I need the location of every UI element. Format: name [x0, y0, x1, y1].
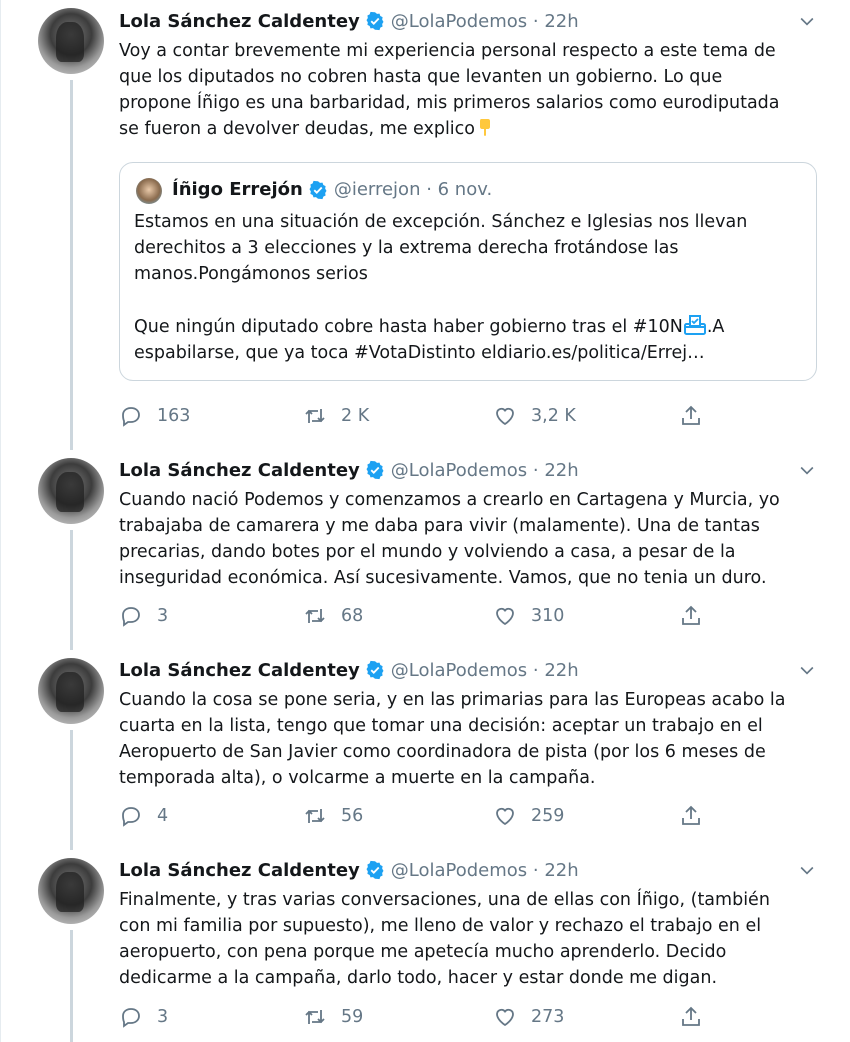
- share-icon: [679, 604, 703, 628]
- retweet-count: 2 K: [341, 406, 370, 426]
- chevron-down-icon[interactable]: [797, 860, 817, 880]
- thread-line: [70, 930, 73, 1042]
- reply-icon: [119, 404, 143, 428]
- verified-badge-icon: [308, 180, 328, 200]
- avatar[interactable]: [38, 858, 104, 924]
- reply-button[interactable]: [119, 804, 168, 828]
- like-button[interactable]: [493, 1005, 564, 1029]
- tweet-header: [119, 858, 579, 882]
- retweet-icon: [303, 604, 327, 628]
- retweet-button[interactable]: [303, 1005, 363, 1029]
- heart-icon: [493, 804, 517, 828]
- author-handle-time[interactable]: @LolaPodemos · 22h: [390, 659, 579, 681]
- tweet[interactable]: [1, 0, 850, 450]
- quoted-link[interactable]: eldiario.es/politica/Errej…: [481, 343, 705, 363]
- avatar[interactable]: [38, 458, 104, 524]
- quoted-text-spacer: [134, 287, 804, 313]
- reply-count: 3: [157, 606, 169, 626]
- quoted-author-handle-time[interactable]: @ierrejon · 6 nov.: [333, 179, 493, 200]
- share-icon: [679, 404, 703, 428]
- reply-button[interactable]: [119, 1005, 168, 1029]
- reply-icon: [119, 604, 143, 628]
- like-count: 3,2 K: [531, 406, 576, 426]
- quoted-tweet-header: [172, 179, 492, 200]
- verified-badge-icon: [365, 660, 385, 680]
- quoted-author-name[interactable]: Íñigo Errejón: [172, 179, 303, 200]
- tweet-text-line: que los diputados no cobren hasta que levanten un gobierno. Lo que: [119, 67, 723, 87]
- share-button[interactable]: [679, 604, 717, 628]
- tweet-actions: [119, 604, 819, 628]
- chevron-down-icon[interactable]: [797, 11, 817, 31]
- author-handle-time[interactable]: @LolaPodemos · 22h: [390, 859, 579, 881]
- tweet-text: [119, 887, 819, 991]
- author-name[interactable]: Lola Sánchez Caldentey: [119, 459, 360, 481]
- quoted-text-line: derechitos a 3 elecciones y la extrema derecha frotándose las: [134, 238, 679, 258]
- quoted-text-fragment: espabilarse, que ya toca #VotaDistinto: [134, 343, 482, 363]
- chevron-down-icon[interactable]: [797, 460, 817, 480]
- tweet-text-fragment: se fueron a devolver deudas, me explico: [119, 119, 475, 139]
- tweet-text-line: Aeropuerto de San Javier como coordinadora de pista (por los 6 meses de: [119, 742, 766, 762]
- retweet-icon: [303, 404, 327, 428]
- avatar[interactable]: [38, 8, 104, 74]
- tweet-text: [119, 487, 819, 591]
- author-handle-time[interactable]: @LolaPodemos · 22h: [390, 459, 579, 481]
- tweet-text-line: Cuando la cosa se pone seria, y en las primarias para las Europeas acabo la: [119, 690, 786, 710]
- tweet-text-line: inseguridad económica. Así sucesivamente. Vamos, que no tenia un duro.: [119, 568, 767, 588]
- backhand-index-pointing-down-emoji: [475, 117, 495, 137]
- share-button[interactable]: [679, 1005, 717, 1029]
- tweet-text: [119, 38, 819, 142]
- retweet-icon: [303, 804, 327, 828]
- like-count: 259: [531, 806, 565, 826]
- share-icon: [679, 1005, 703, 1029]
- reply-count: 4: [157, 806, 169, 826]
- share-button[interactable]: [679, 804, 717, 828]
- reply-icon: [119, 804, 143, 828]
- author-name[interactable]: Lola Sánchez Caldentey: [119, 859, 360, 881]
- quoted-text-fragment: .A: [706, 317, 725, 337]
- tweet-text-line: cuarta en la lista, tengo que tomar una decisión: aceptar un trabajo en el: [119, 716, 763, 736]
- tweet-text-line: aeropuerto, con pena porque me apetecía mucho aprenderlo. Decido: [119, 942, 727, 962]
- retweet-button[interactable]: [303, 804, 363, 828]
- thread-line: [70, 80, 73, 450]
- like-button[interactable]: [493, 404, 576, 428]
- tweet-actions: [119, 404, 819, 428]
- retweet-count: 68: [341, 606, 364, 626]
- share-icon: [679, 804, 703, 828]
- ballot-box-emoji: [683, 313, 707, 337]
- tweet-actions: [119, 1005, 819, 1029]
- reply-count: 3: [157, 1007, 169, 1027]
- like-button[interactable]: [493, 604, 564, 628]
- tweet-text-line: trabajaba de camarera y me daba para vivir (malamente). Una de tantas: [119, 516, 760, 536]
- tweet-text-line: Cuando nació Podemos y comenzamos a crearlo en Cartagena y Murcia, yo: [119, 490, 780, 510]
- tweet-text-line: con mi familia por supuesto), me lleno de valor y rechazo el trabajo en el: [119, 916, 762, 936]
- quoted-text-line: [134, 340, 804, 366]
- verified-badge-icon: [365, 11, 385, 31]
- like-count: 273: [531, 1007, 565, 1027]
- tweet[interactable]: [1, 450, 850, 650]
- thread-line: [70, 530, 73, 650]
- tweet-header: [119, 658, 579, 682]
- tweet-text-line: dedicarme a la campaña, darlo todo, hacer y estar donde me digan.: [119, 968, 718, 988]
- heart-icon: [493, 1005, 517, 1029]
- quoted-tweet-text: [134, 209, 804, 366]
- verified-badge-icon: [365, 460, 385, 480]
- verified-badge-icon: [365, 860, 385, 880]
- heart-icon: [493, 604, 517, 628]
- tweet-actions: [119, 804, 819, 828]
- author-name[interactable]: Lola Sánchez Caldentey: [119, 10, 360, 32]
- retweet-icon: [303, 1005, 327, 1029]
- tweet-text-line: Voy a contar brevemente mi experiencia personal respecto a este tema de: [119, 41, 776, 61]
- heart-icon: [493, 404, 517, 428]
- tweet-text: [119, 687, 819, 791]
- retweet-count: 56: [341, 806, 364, 826]
- reply-icon: [119, 1005, 143, 1029]
- tweet-text-line: Finalmente, y tras varias conversaciones, una de ellas con Íñigo, (también: [119, 890, 770, 910]
- tweet-header: [119, 458, 579, 482]
- tweet-header: [119, 9, 579, 33]
- quoted-text-line: [134, 313, 804, 340]
- author-handle-time[interactable]: @LolaPodemos · 22h: [390, 10, 579, 32]
- like-button[interactable]: [493, 804, 564, 828]
- tweet[interactable]: [1, 650, 850, 850]
- reply-button[interactable]: [119, 604, 168, 628]
- retweet-button[interactable]: [303, 604, 363, 628]
- quoted-text-line: Estamos en una situación de excepción. Sánchez e Iglesias nos llevan: [134, 212, 748, 232]
- retweet-count: 59: [341, 1007, 364, 1027]
- tweet-text-line: [119, 116, 819, 142]
- tweet-text-line: propone Íñigo es una barbaridad, mis primeros salarios como eurodiputada: [119, 93, 780, 113]
- quoted-text-line: manos.Pongámonos serios: [134, 264, 368, 284]
- retweet-button[interactable]: [303, 404, 369, 428]
- avatar[interactable]: [38, 658, 104, 724]
- like-count: 310: [531, 606, 565, 626]
- tweet-text-line: precarias, dando botes por el mundo y volviendo a casa, a pesar de la: [119, 542, 736, 562]
- tweet[interactable]: [1, 850, 850, 1042]
- share-button[interactable]: [679, 404, 717, 428]
- quoted-avatar[interactable]: [136, 178, 162, 204]
- quoted-tweet[interactable]: [119, 162, 817, 381]
- reply-button[interactable]: [119, 404, 190, 428]
- thread-line: [70, 730, 73, 850]
- tweet-text-line: temporada alta), o volcarme a muerte en la campaña.: [119, 768, 596, 788]
- quoted-text-fragment: Que ningún diputado cobre hasta haber gobierno tras el #10N: [134, 317, 683, 337]
- reply-count: 163: [157, 406, 191, 426]
- author-name[interactable]: Lola Sánchez Caldentey: [119, 659, 360, 681]
- chevron-down-icon[interactable]: [797, 660, 817, 680]
